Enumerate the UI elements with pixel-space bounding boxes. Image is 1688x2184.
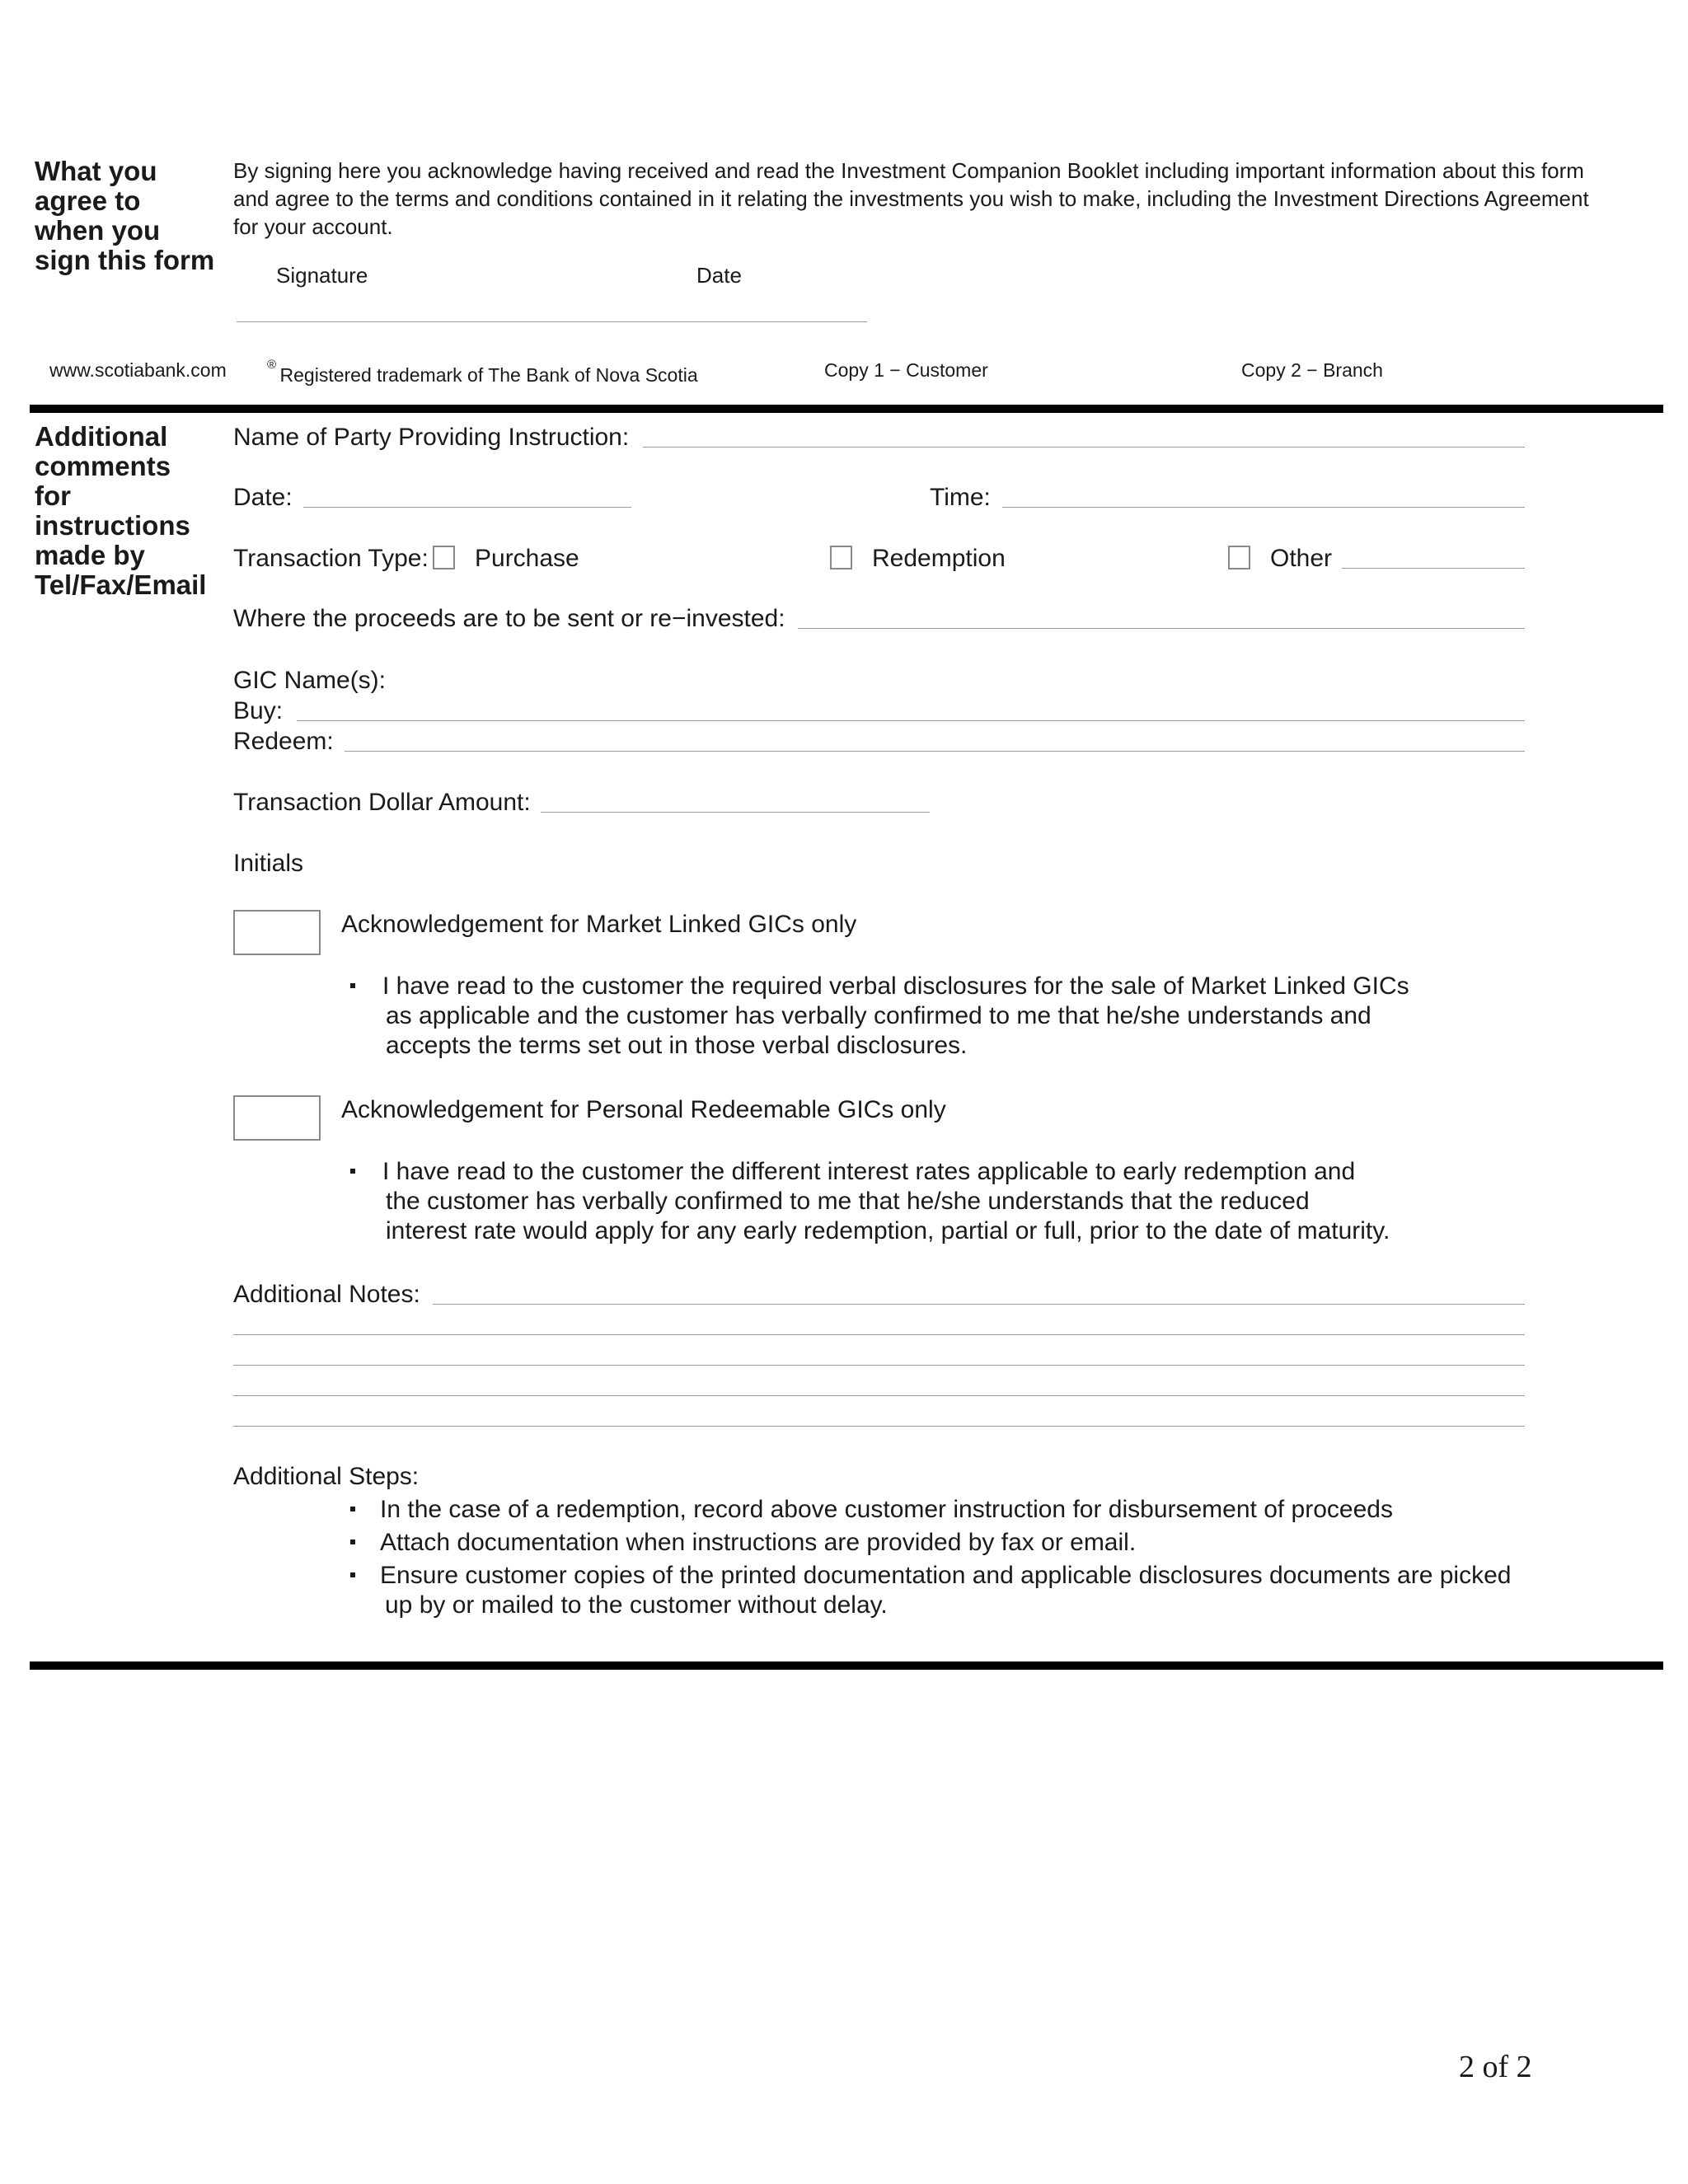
step-line: Ensure customer copies of the printed documentation and applicable disclosures documents are picked (380, 1562, 1512, 1589)
step-item (380, 1561, 1511, 1620)
amount-field[interactable] (541, 812, 930, 813)
step-line: up by or mailed to the customer without delay. (385, 1591, 888, 1619)
agree-heading-line: agree to (35, 185, 141, 216)
time-field[interactable] (1002, 507, 1525, 508)
redeem-field[interactable] (345, 751, 1525, 752)
step-item (380, 1495, 1393, 1525)
ack-market-title: Acknowledgement for Market Linked GICs only (341, 911, 857, 938)
agree-text-line: for your account. (233, 214, 393, 239)
copy1-label: Copy 1 − Customer (824, 359, 988, 381)
initials-label: Initials (233, 850, 304, 877)
agree-heading (35, 157, 214, 275)
other-label: Other (1270, 545, 1333, 572)
ack-personal-text (382, 1157, 1390, 1246)
page-number: 2 of 2 (1459, 2050, 1532, 2084)
party-label: Name of Party Providing Instruction: (233, 424, 630, 451)
comments-heading-line: instructions (35, 510, 190, 541)
bullet-icon (350, 1540, 355, 1544)
proceeds-field[interactable] (798, 628, 1525, 629)
ack-market-text (382, 972, 1409, 1061)
buy-label: Buy: (233, 697, 284, 724)
agree-heading-line: sign this form (35, 245, 215, 275)
party-field[interactable] (643, 447, 1525, 448)
trademark-notice (267, 358, 698, 386)
notes-line[interactable] (233, 1365, 1525, 1366)
ack-market-line: as applicable and the customer has verbally confirmed to me that he/she understands and (386, 1002, 1372, 1029)
agree-text (233, 157, 1651, 241)
signature-label: Signature (276, 263, 368, 288)
trademark-text: Registered trademark of The Bank of Nova Scotia (279, 364, 698, 386)
bullet-icon (350, 983, 355, 988)
ack-personal-line: the customer has verbally confirmed to me that he/she understands that the reduced (386, 1188, 1310, 1215)
date-label: Date (696, 263, 742, 288)
other-field[interactable] (1342, 568, 1525, 569)
buy-field[interactable] (297, 720, 1525, 721)
comments-heading-line: made by (35, 540, 145, 570)
ack-market-line: accepts the terms set out in those verbal disclosures. (386, 1032, 968, 1059)
steps-label: Additional Steps: (233, 1463, 420, 1490)
time-label: Time: (930, 484, 991, 511)
comments-date-field[interactable] (303, 507, 631, 508)
personal-initials-box[interactable] (233, 1095, 321, 1141)
ack-market-line: I have read to the customer the required verbal disclosures for the sale of Market Linked GICs (382, 972, 1409, 1000)
comments-date-label: Date: (233, 484, 293, 511)
section-divider-bottom (30, 1661, 1663, 1670)
website-link[interactable]: www.scotiabank.com (49, 359, 227, 381)
proceeds-label: Where the proceeds are to be sent or re−invested: (233, 605, 785, 632)
section-divider-top (30, 405, 1663, 413)
step-line: In the case of a redemption, record above customer instruction for disbursement of proceeds (380, 1496, 1393, 1523)
registered-mark: ® (267, 358, 277, 372)
notes-line[interactable] (233, 1334, 1525, 1335)
step-item (380, 1528, 1136, 1558)
gic-names-label: GIC Name(s): (233, 667, 387, 694)
ack-personal-line: I have read to the customer the different interest rates applicable to early redemption and (382, 1158, 1356, 1185)
step-line: Attach documentation when instructions are provided by fax or email. (380, 1529, 1137, 1556)
comments-heading-line: comments (35, 451, 171, 481)
notes-label: Additional Notes: (233, 1281, 420, 1308)
amount-label: Transaction Dollar Amount: (233, 789, 531, 816)
bullet-icon (350, 1572, 355, 1577)
comments-heading (35, 422, 206, 600)
other-checkbox[interactable] (1228, 546, 1250, 569)
copy2-label: Copy 2 − Branch (1241, 359, 1383, 381)
signature-line[interactable] (237, 321, 867, 322)
comments-heading-line: Tel/Fax/Email (35, 569, 207, 600)
redemption-checkbox[interactable] (830, 546, 852, 569)
redeem-label: Redeem: (233, 728, 334, 755)
agree-heading-line: What you (35, 156, 157, 186)
ack-personal-title: Acknowledgement for Personal Redeemable GICs only (341, 1096, 946, 1123)
notes-line[interactable] (233, 1395, 1525, 1396)
notes-line[interactable] (433, 1304, 1525, 1305)
purchase-checkbox[interactable] (433, 546, 455, 569)
purchase-label: Purchase (475, 545, 579, 572)
transaction-type-label: Transaction Type: (233, 545, 429, 572)
agree-text-line: By signing here you acknowledge having received and read the Investment Companion Booklet including important information about this form (233, 158, 1584, 183)
market-initials-box[interactable] (233, 910, 321, 955)
notes-line[interactable] (233, 1426, 1525, 1427)
ack-personal-line: interest rate would apply for any early redemption, partial or full, prior to the date of maturity. (386, 1217, 1390, 1244)
redemption-label: Redemption (872, 545, 1006, 572)
comments-heading-line: Additional (35, 421, 168, 452)
comments-heading-line: for (35, 480, 71, 511)
agree-heading-line: when you (35, 215, 161, 246)
bullet-icon (350, 1169, 355, 1174)
agree-text-line: and agree to the terms and conditions contained in it relating the investments you wish to make, including the Investment Directions Agreement (233, 186, 1589, 211)
bullet-icon (350, 1507, 355, 1511)
